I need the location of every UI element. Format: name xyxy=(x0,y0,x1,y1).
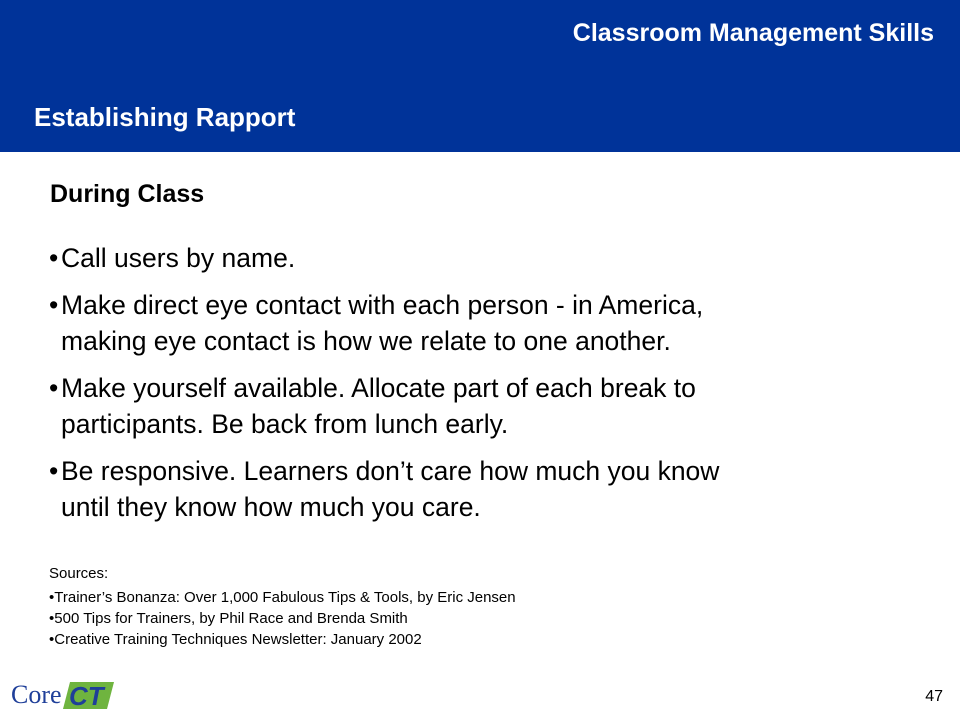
bullet-text: Call users by name. xyxy=(61,243,296,273)
source-item xyxy=(49,608,929,629)
page-number: 47 xyxy=(925,688,943,705)
bullet-item xyxy=(49,240,929,276)
bullet-icon: • xyxy=(49,290,59,320)
bullet-icon: • xyxy=(49,589,55,606)
bullet-text: Make yourself available. Allocate part of each break to participants. Be back from lunch early. xyxy=(61,373,696,439)
logo-core-text: Core xyxy=(11,680,62,709)
bullet-text: Be responsive. Learners don’t care how much you know until they know how much you care. xyxy=(61,456,720,522)
bullet-icon: • xyxy=(49,610,55,627)
bullet-list xyxy=(49,240,929,536)
sources-label: Sources: xyxy=(49,565,109,582)
source-item xyxy=(49,587,929,608)
bullet-text: Make direct eye contact with each person - in America, making eye contact is how we relate to one another. xyxy=(61,290,704,356)
bullet-icon: • xyxy=(49,456,59,486)
source-text: 500 Tips for Trainers, by Phil Race and Brenda Smith xyxy=(54,610,408,627)
bullet-item xyxy=(49,287,929,359)
bullet-item xyxy=(49,370,929,442)
bullet-icon: • xyxy=(49,631,55,648)
bullet-icon: • xyxy=(49,243,59,273)
bullet-item xyxy=(49,453,929,525)
slide-title: Establishing Rapport xyxy=(34,102,296,132)
logo-ct-text: CT xyxy=(69,681,104,711)
section-heading: During Class xyxy=(50,180,205,208)
bullet-icon: • xyxy=(49,373,59,403)
core-ct-logo xyxy=(10,676,114,712)
course-title: Classroom Management Skills xyxy=(572,19,934,47)
source-text: Creative Training Techniques Newsletter: January 2002 xyxy=(54,631,422,648)
sources-block xyxy=(49,564,929,650)
source-text: Trainer’s Bonanza: Over 1,000 Fabulous Tips & Tools, by Eric Jensen xyxy=(54,589,516,606)
source-list xyxy=(49,587,929,650)
source-item xyxy=(49,629,929,650)
